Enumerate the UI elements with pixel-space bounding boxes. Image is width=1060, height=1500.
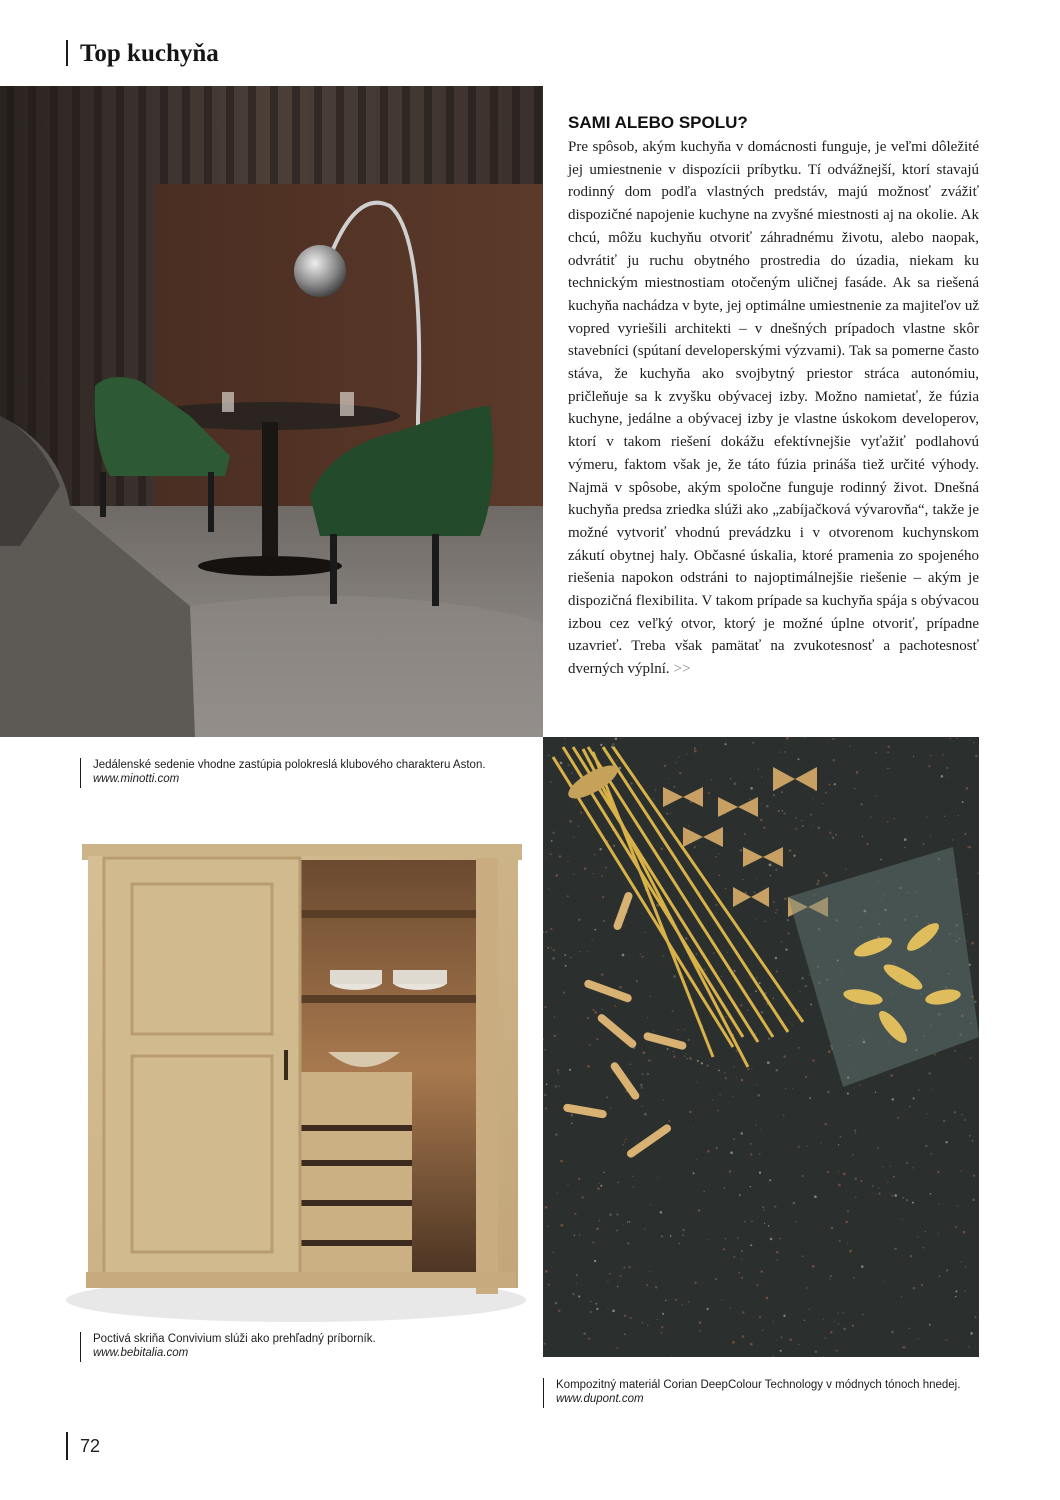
article: [568, 112, 979, 681]
cabinet-photo: [66, 820, 536, 1340]
footer-rule: [66, 1432, 68, 1460]
caption-url: www.dupont.com: [556, 1393, 644, 1405]
corian-pasta-photo: [543, 737, 979, 1357]
caption-rule: [543, 1378, 544, 1408]
section-title: Top kuchyňa: [80, 40, 219, 67]
caption-rule: [80, 1332, 81, 1362]
article-heading: SAMI ALEBO SPOLU?: [568, 113, 748, 132]
page-number: 72: [80, 1436, 101, 1456]
caption-dining: [93, 758, 533, 786]
article-body: [568, 136, 979, 681]
article-body-text: Pre spôsob, akým kuchyňa v domácnosti funguje, je veľmi dôležité jej umiestnenie v dispozícii príbytku. Tí odvážnejší, ktorí stavajú rodinný dom podľa vlastných predstáv, majú možnosť zvážiť dispozičné napojenie kuchyne na zvyšné miestnosti aj na okolie. Ak chcú, môžu kuchyňu otvoriť záhradnému životu, alebo naopak, odvrátiť ju ruchu obytného prostredia do úzadia, niekam ku technickým miestnostiam otočeným uličnej fasáde. Ak sa riešená kuchyňa nachádza v byte, jej optimálne umiestnenie za majiteľov už vopred vyriešili architekti – v dnešných prípadoch vlastne skôr stavebníci (spútaní developerskými výzvami). Tak sa pomerne často stáva, že kuchyňa ako svojbytný priestor stráca autonómiu, pričleňuje sa k zvyšku obývacej izby. Možno namietať, že fúzia kuchyne, jedálne a obývacej izby je vlastne úskokom developerov, ktorí v takom riešení dokážu efektívnejšie vyťažiť podlahovú výmeru, faktom však je, že táto fúzia prináša tiež určité výhody. Najmä v spôsobe, akým spoločne funguje rodinný život. Dnešná kuchyňa predsa zriedka slúži ako „zabíjačková vývarovňa“, takže je možné vytvoriť vhodnú prevádzku i v otvorenom kuchynskom zákutí obytnej haly. Občasné úskalia, ktoré pramenia zo spojeného riešenia napokon odstráni to najoptimálnejšie riešenie – akým je dispozičná flexibilita. V takom prípade sa kuchyňa spája s obývacou izbou cez veľký otvor, ktorý je možné úplne otvoriť, prípadne uzavrieť. Treba však pamätať na zvukotesnosť a pachotesnosť dverných výplní.: [568, 139, 980, 678]
caption-text: Kompozitný materiál Corian DeepColour Technology v módnych tónoch hnedej.: [556, 1379, 961, 1391]
caption-text: Jedálenské sedenie vhodne zastúpia polokreslá klubového charakteru Aston.: [93, 759, 486, 771]
caption-text: Poctivá skriňa Convivium slúži ako prehľadný príborník.: [93, 1333, 376, 1345]
header-rule: [66, 40, 68, 66]
caption-url: www.minotti.com: [93, 773, 180, 785]
caption-url: www.bebitalia.com: [93, 1347, 189, 1359]
caption-rule: [80, 758, 81, 788]
caption-cabinet: [93, 1332, 533, 1360]
caption-corian: [556, 1378, 996, 1406]
dining-room-photo: [0, 86, 543, 737]
continue-mark: >>: [673, 661, 691, 678]
